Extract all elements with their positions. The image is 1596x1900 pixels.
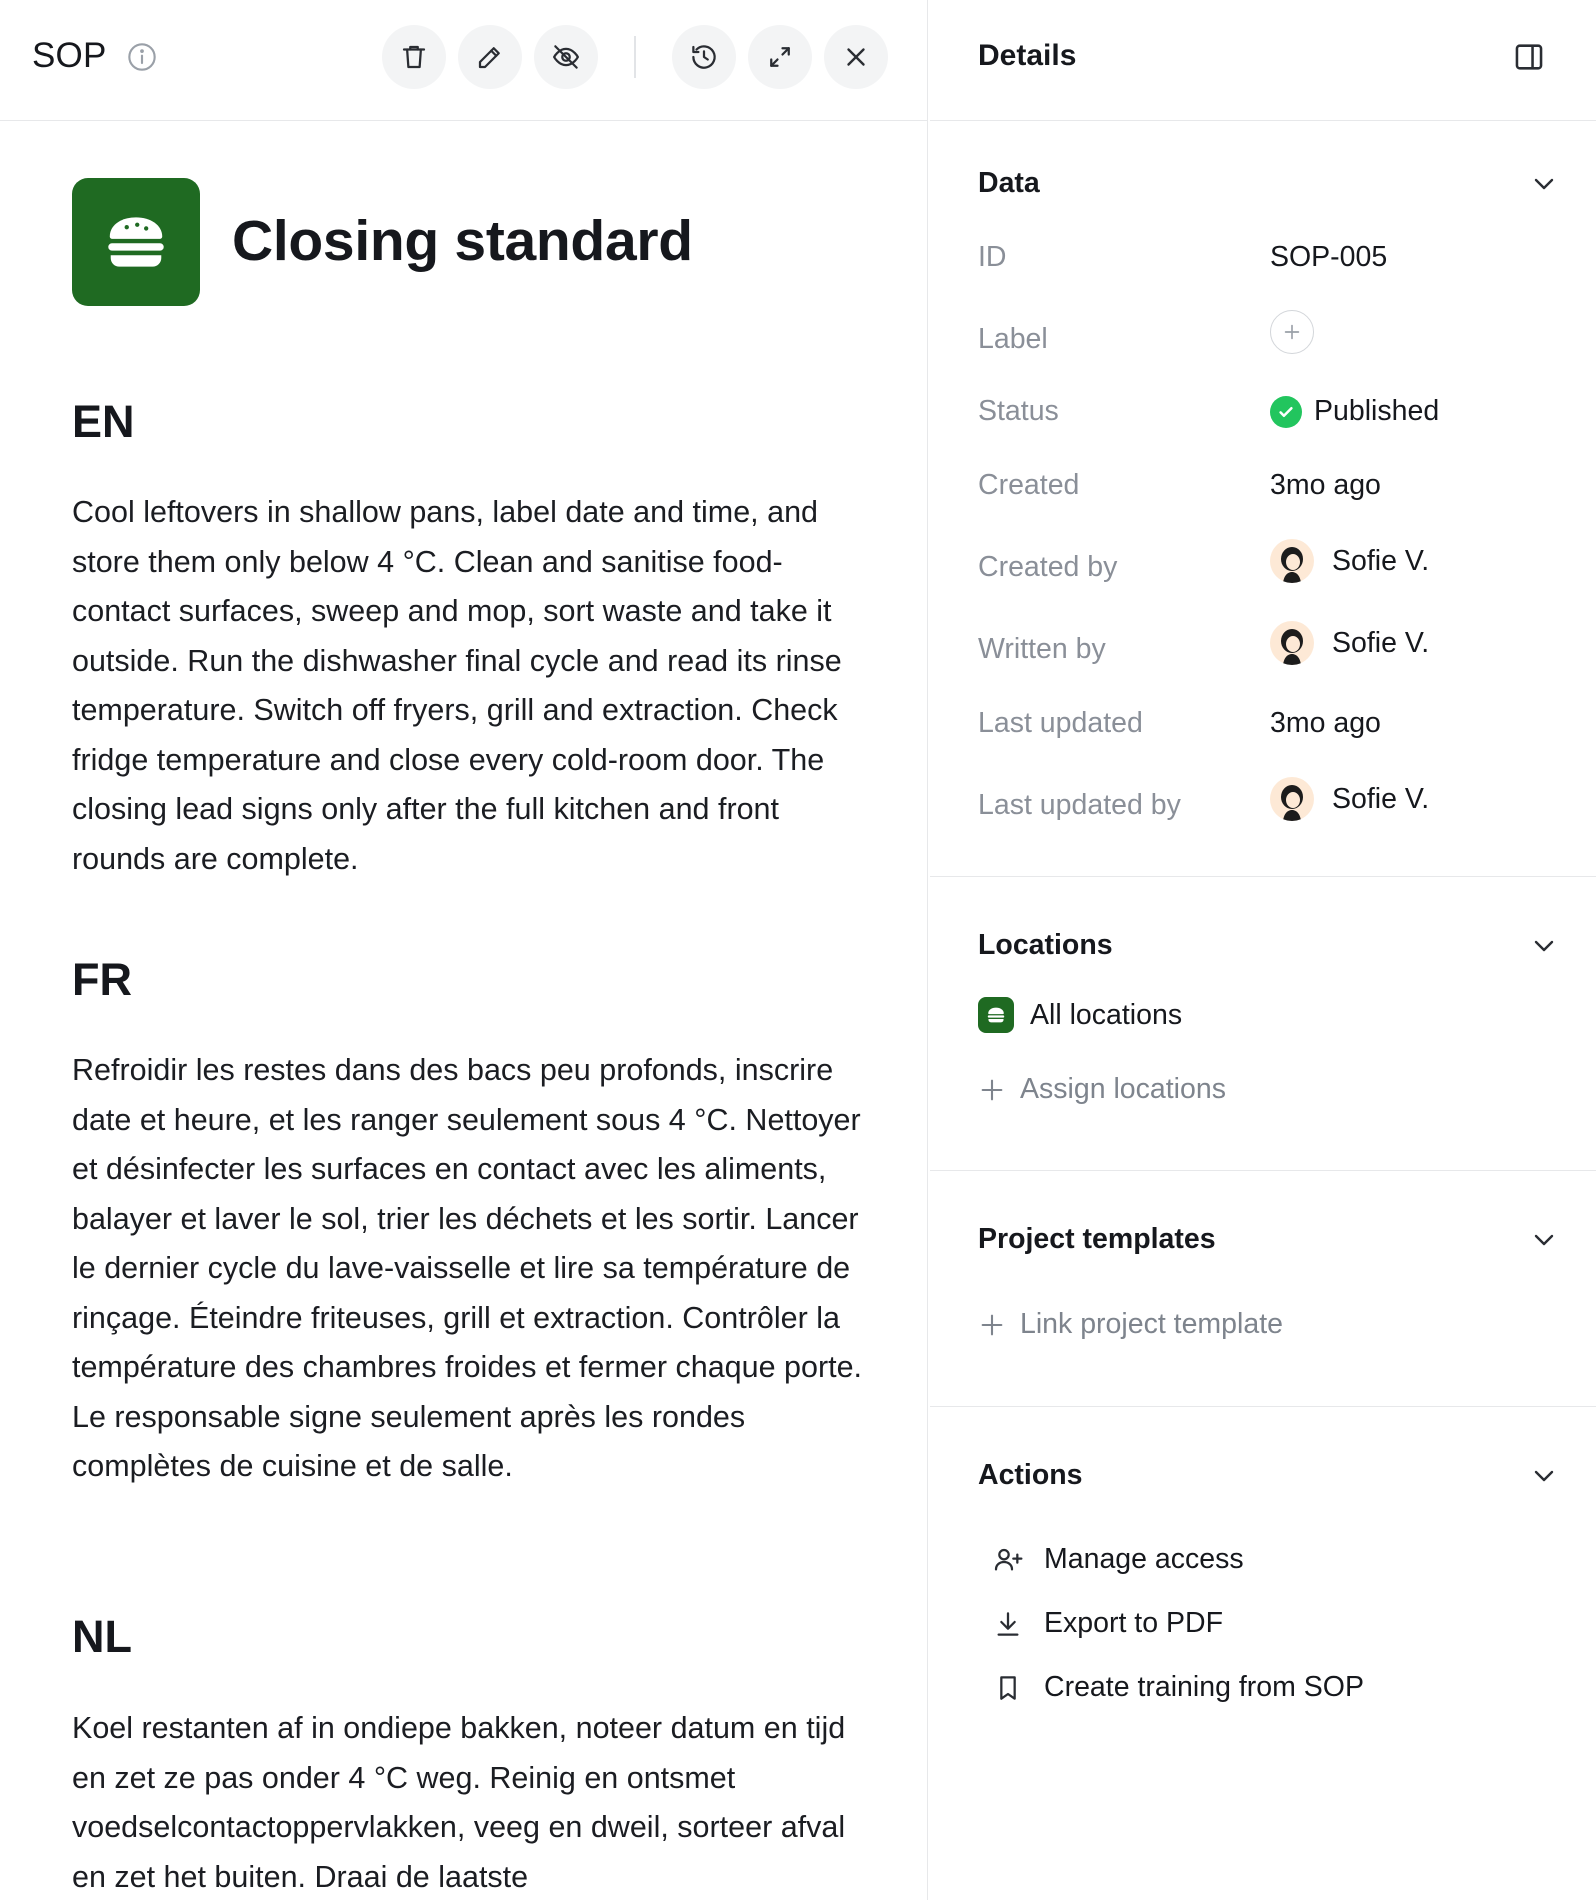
locations-section-title: Locations — [978, 929, 1113, 961]
bookmark-icon — [992, 1672, 1024, 1704]
document-title: Closing standard — [232, 209, 693, 273]
section-heading-en: EN — [72, 396, 135, 447]
delete-button[interactable] — [382, 25, 446, 89]
last-updated-by-label: Last updated by — [978, 789, 1181, 821]
actions-section-title: Actions — [978, 1459, 1083, 1491]
create-training-label: Create training from SOP — [1044, 1671, 1364, 1703]
id-value: SOP-005 — [1270, 241, 1388, 273]
created-by-value[interactable] — [1270, 539, 1429, 583]
status-value — [1270, 395, 1439, 428]
burger-icon — [99, 205, 173, 279]
toggle-panel-icon[interactable] — [1512, 40, 1546, 74]
eye-off-icon — [551, 42, 581, 72]
avatar — [1270, 777, 1314, 821]
project-templates-section — [930, 1171, 1596, 1407]
user-name: Sofie V. — [1332, 626, 1430, 659]
data-section — [930, 121, 1596, 877]
plus-icon — [1281, 321, 1303, 343]
status-label: Status — [978, 395, 1059, 427]
chevron-down-icon[interactable] — [1528, 1460, 1560, 1492]
export-pdf-button[interactable] — [992, 1607, 1223, 1640]
history-button[interactable] — [672, 25, 736, 89]
edit-button[interactable] — [458, 25, 522, 89]
plus-icon — [978, 1311, 1006, 1339]
info-icon[interactable] — [126, 41, 158, 73]
last-updated-by-value[interactable] — [1270, 777, 1429, 821]
location-name: All locations — [1030, 998, 1183, 1031]
details-panel — [930, 0, 1596, 1900]
label-label: Label — [978, 323, 1048, 355]
created-by-label: Created by — [978, 551, 1118, 583]
expand-icon — [765, 42, 795, 72]
manage-access-label: Manage access — [1044, 1543, 1244, 1575]
project-templates-title: Project templates — [978, 1223, 1216, 1255]
chevron-down-icon[interactable] — [1528, 1224, 1560, 1256]
actions-section — [930, 1407, 1596, 1900]
id-label: ID — [978, 241, 1007, 273]
avatar — [1270, 539, 1314, 583]
status-text: Published — [1314, 395, 1440, 427]
chevron-down-icon[interactable] — [1528, 930, 1560, 962]
written-by-value[interactable] — [1270, 621, 1429, 665]
manage-access-button[interactable] — [992, 1543, 1244, 1576]
details-header — [930, 0, 1596, 121]
link-project-template-label: Link project template — [1020, 1308, 1283, 1340]
details-title: Details — [978, 39, 1077, 72]
link-project-template-button[interactable] — [978, 1308, 1283, 1341]
user-plus-icon — [992, 1544, 1024, 1576]
user-name: Sofie V. — [1332, 544, 1430, 577]
export-pdf-label: Export to PDF — [1044, 1607, 1223, 1639]
chevron-down-icon[interactable] — [1528, 168, 1560, 200]
hide-button[interactable] — [534, 25, 598, 89]
written-by-label: Written by — [978, 633, 1106, 665]
close-button[interactable] — [824, 25, 888, 89]
section-body-fr: Refroidir les restes dans des bacs peu profonds, inscrire date et heure, et les ranger seulement sous 4 °C. Nettoyer et désinfecter les surfaces en contact avec les aliments, balayer et laver le sol, trier les déchets et les sortir. Lancer le dernier cycle du lave-vaisselle et lire sa température de rinçage. Éteindre friteuses, grill et extraction. Contrôler la température des chambres froides et fermer chaque porte. Le responsable signe seulement après les rondes complètes de cuisine et de salle. — [72, 1053, 863, 1483]
app-title: SOP — [32, 36, 107, 75]
burger-icon — [978, 997, 1014, 1033]
expand-button[interactable] — [748, 25, 812, 89]
created-label: Created — [978, 469, 1080, 501]
data-section-title: Data — [978, 167, 1040, 199]
last-updated-value: 3mo ago — [1270, 707, 1381, 739]
history-icon — [689, 42, 719, 72]
create-training-button[interactable] — [992, 1671, 1364, 1704]
section-heading-fr: FR — [72, 954, 132, 1005]
section-body-nl: Koel restanten af in ondiepe bakken, noteer datum en tijd en zet ze pas onder 4 °C weg. Reinig en ontsmet voedselcontactoppervlakken, veeg en dweil, sorteer afval en zet het buiten. Draai de laatste — [72, 1711, 846, 1894]
document-icon — [72, 178, 200, 306]
created-value: 3mo ago — [1270, 469, 1381, 501]
plus-icon — [978, 1076, 1006, 1104]
add-label-button[interactable] — [1270, 310, 1314, 354]
location-item[interactable] — [978, 997, 1182, 1033]
close-icon — [841, 42, 871, 72]
check-circle-icon — [1270, 396, 1302, 428]
avatar — [1270, 621, 1314, 665]
document-toolbar — [0, 0, 928, 121]
section-heading-nl: NL — [72, 1611, 132, 1662]
trash-icon — [399, 42, 429, 72]
download-icon — [992, 1608, 1024, 1640]
last-updated-label: Last updated — [978, 707, 1143, 739]
section-body-en: Cool leftovers in shallow pans, label date and time, and store them only below 4 °C. Clean and sanitise food-contact surfaces, sweep and mop, sort waste and take it outside. Run the dishwasher final cycle and read its rinse temperature. Switch off fryers, grill and extraction. Check fridge temperature and close every cold-room door. The closing lead signs only after the full kitchen and front rounds are complete. — [72, 495, 842, 876]
assign-locations-label: Assign locations — [1020, 1073, 1226, 1105]
user-name: Sofie V. — [1332, 782, 1430, 815]
locations-section — [930, 877, 1596, 1171]
edit-icon — [475, 42, 505, 72]
assign-locations-button[interactable] — [978, 1073, 1226, 1106]
toolbar-divider — [634, 36, 636, 78]
